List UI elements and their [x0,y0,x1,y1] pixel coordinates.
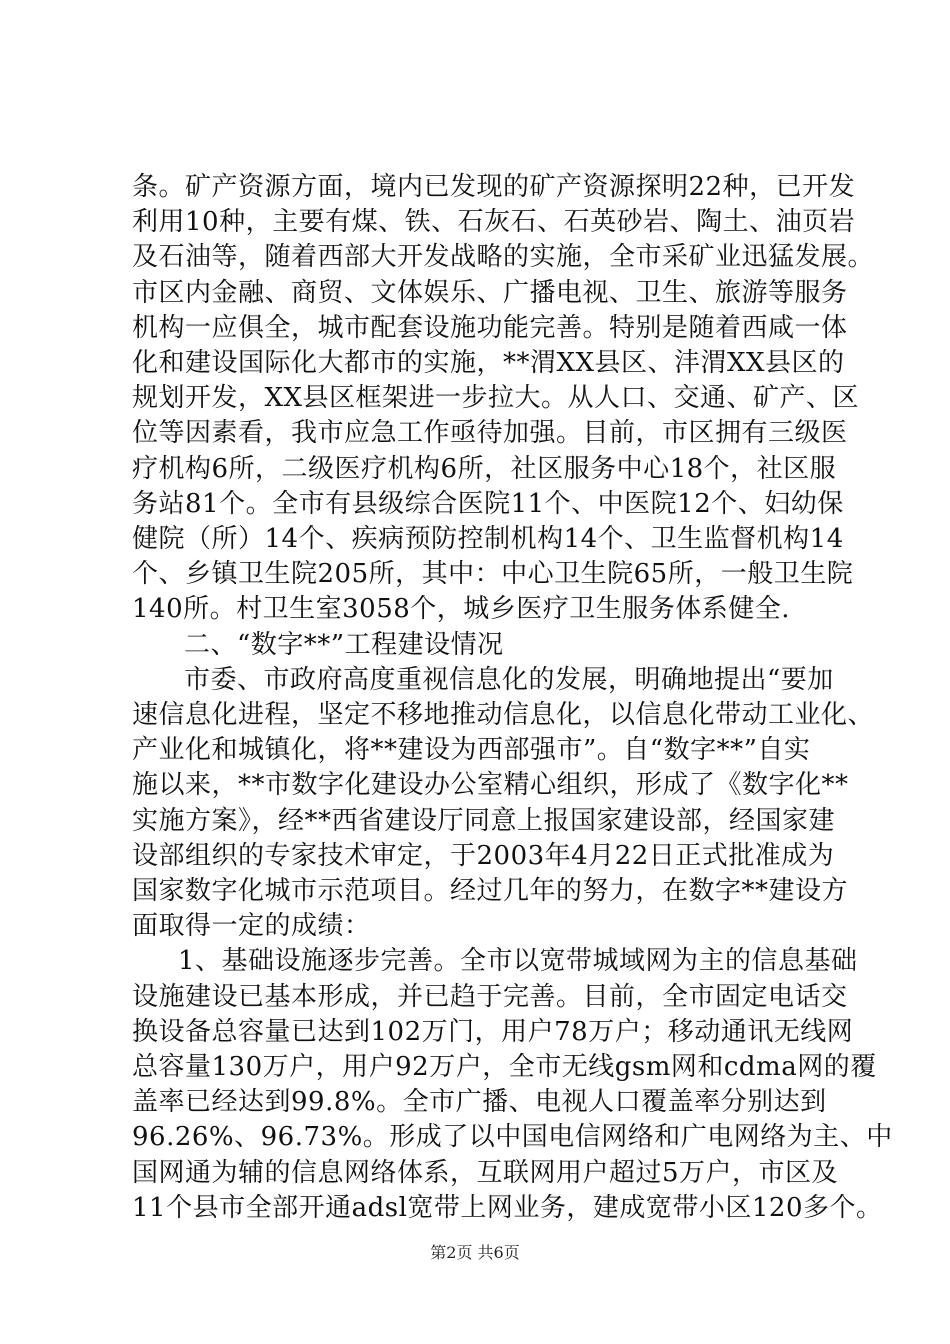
text-line: 11个县市全部开通adsl宽带上网业务，建成宽带小区120多个。 [132,1193,883,1223]
text-line: 市区内金融、商贸、文体娱乐、广播电视、卫生、旅游等服务 [132,278,848,308]
text-line: 疗机构6所，二级医疗机构6所，社区服务中心18个，社区服 [132,454,837,484]
text-line: 国家数字化城市示范项目。经过几年的努力，在数字**建设方 [132,876,849,906]
text-line: 设部组织的专家技术审定，于2003年4月22日正式批准成为 [132,841,835,871]
text-line: 96.26%、96.73%。形成了以中国电信网络和广电网络为主、中 [132,1122,893,1152]
text-line: 施以来，**市数字化建设办公室精心组织，形成了《数字化** [132,770,849,800]
text-line: 及石油等，随着西部大开发战略的实施，全市采矿业迅猛发展。 [132,242,875,272]
text-line: 位等因素看，我市应急工作亟待加强。目前，市区拥有三级医 [132,418,848,448]
text-line: 换设备总容量已达到102万门，用户78万户；移动通讯无线网 [132,1017,854,1047]
text-line: 面取得一定的成绩： [132,911,371,941]
text-line: 实施方案》，经**西省建设厅同意上报国家建设部，经国家建 [132,806,836,836]
text-line: 健院（所）14个、疾病预防控制机构14个、卫生监督机构14 [132,524,844,554]
section-heading: 二、“数字**”工程建设情况 [184,630,504,660]
text-line: 总容量130万户，用户92万户，全市无线gsm网和cdma网的覆 [132,1052,877,1082]
text-line: 规划开发，XX县区框架进一步拉大。从人口、交通、矿产、区 [132,383,860,413]
text-line: 1、基础设施逐步完善。全市以宽带城域网为主的信息基础 [178,946,858,976]
text-line: 速信息化进程，坚定不移地推动信息化，以信息化带动工业化、 [132,700,875,730]
text-line: 条。矿产资源方面，境内已发现的矿产资源探明22种，已开发 [132,172,856,202]
text-line: 设施建设已基本形成，并已趋于完善。目前，全市固定电话交 [132,982,848,1012]
text-line: 化和建设国际化大都市的实施，**渭XX县区、沣渭XX县区的 [132,348,845,378]
text-line: 国网通为辅的信息网络体系，互联网用户超过5万户，市区及 [132,1158,839,1188]
text-line: 盖率已经达到99.8%。全市广播、电视人口覆盖率分别达到 [132,1087,827,1117]
text-line: 机构一应俱全，城市配套设施功能完善。特别是随着西咸一体 [132,313,848,343]
text-line: 利用10种，主要有煤、铁、石灰石、石英砂岩、陶土、油页岩 [132,207,856,237]
page-number-footer: 第2页 共6页 [430,1243,520,1262]
text-line: 市委、市政府高度重视信息化的发展，明确地提出“要加 [184,665,834,695]
text-line: 140所。村卫生室3058个，城乡医疗卫生服务体系健全. [132,594,791,624]
text-line: 产业化和城镇化，将**建设为西部强市”。自“数字**”自实 [132,735,811,765]
text-line: 个、乡镇卫生院205所，其中：中心卫生院65所，一般卫生院 [132,559,854,589]
text-line: 务站81个。全市有县级综合医院11个、中医院12个、妇幼保 [132,489,844,519]
